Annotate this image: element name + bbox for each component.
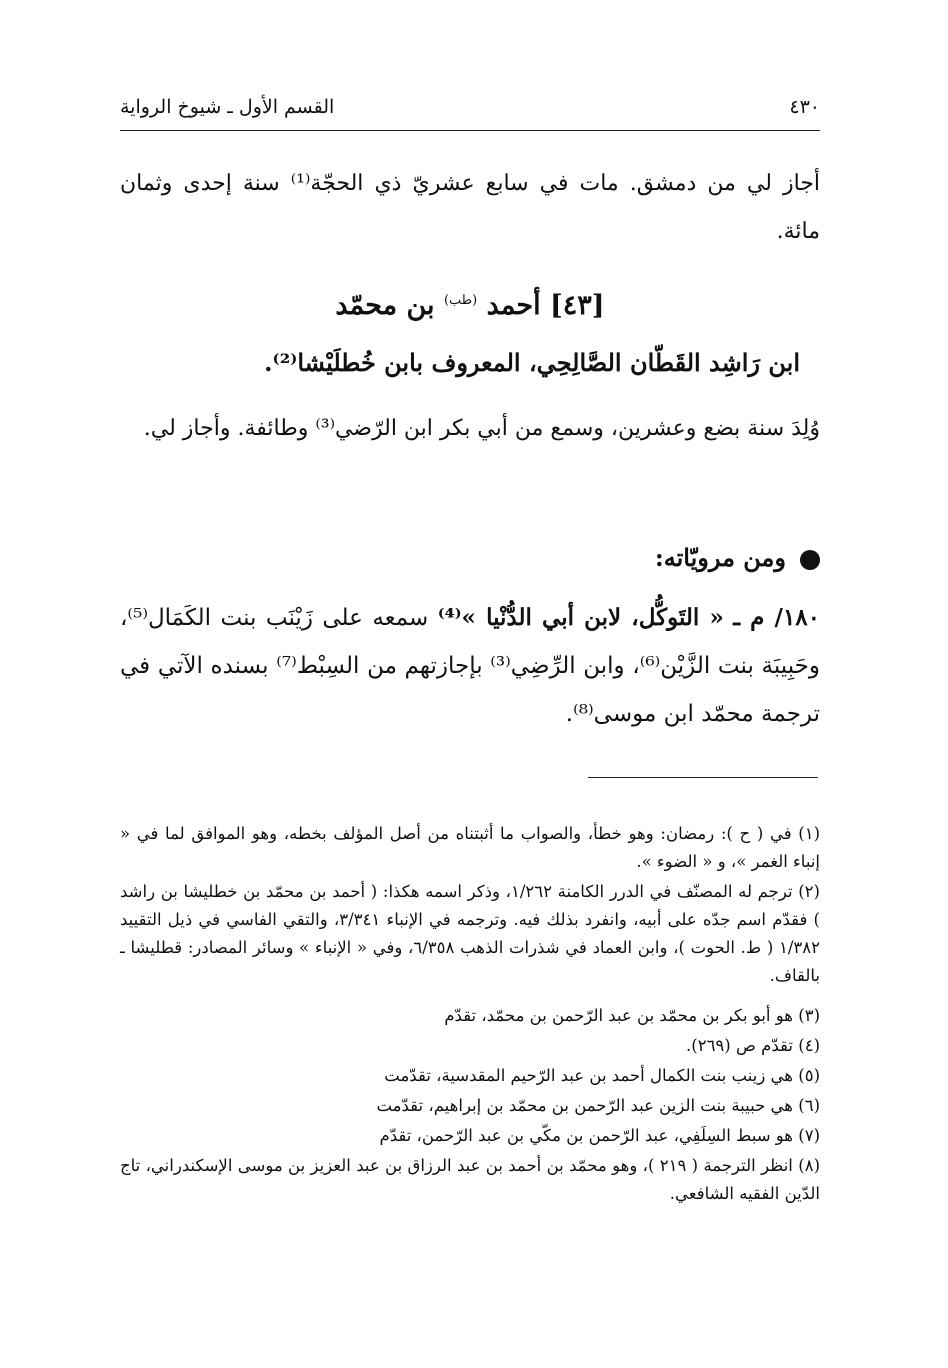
page-number: ٤٣٠	[789, 96, 820, 118]
opening-paragraph: أجاز لي من دمشق. مات في سابع عشريّ ذي الحجّة⁽¹⁾ سنة إحدى وثمان مائة.	[120, 171, 820, 244]
footnote-number: (٢)	[798, 882, 820, 901]
footnote-6	[120, 1092, 820, 1120]
entry-heading	[120, 290, 820, 321]
footnote-number: (٣)	[798, 1006, 820, 1025]
footnote-text: ترجم له المصنّف في الدرر الكامنة ١/٢٦٢، وذكر اسمه هكذا: ( أحمد بن محمّد بن خطليشا بن راشد ) فقدّم اسم جدّه على أبيه، وانفرد بذلك فيه. وترجمه في الإنباء ٣/٣٤١، والتقي الفاسي في ذيل التقييد ١/٣٨٢ ( ط. الحوت )، وابن العماد في شذرات الذهب ٦/٣٥٨، وفي « الإنباء » وسائر المصادر: قطليشا ـ بالقاف.	[120, 882, 820, 985]
bullet-icon	[800, 550, 820, 570]
footnote-text: انظر الترجمة ( ٢١٩ )، وهو محمّد بن أحمد بن عبد الرزاق بن عبد العزيز بن موسى الإسكندراني، تاج الدّين الفقيه الشافعي.	[120, 1156, 820, 1203]
footnote-text: هو أبو بكر بن محمّد بن عبد الرّحمن بن محمّد، تقدّم	[444, 1006, 793, 1025]
footnote-7	[120, 1122, 820, 1150]
footnote-number: (٤)	[798, 1036, 820, 1055]
entry-subtitle: ابن رَاشِد القَطّان الصَّالِحِي، المعروف بابن خُطلَيْشا⁽²⁾.	[264, 348, 800, 377]
footnote-text: هو سبط السِلَفِي، عبد الرّحمن بن مكّي بن عبد الرّحمن، تقدّم	[379, 1126, 793, 1145]
footnote-divider	[588, 777, 818, 778]
page-header	[120, 96, 820, 131]
footnote-4	[120, 1032, 820, 1060]
biography-paragraph: وُلِدَ سنة بضع وعشرين، وسمع من أبي بكر ابن الرّضي⁽³⁾ وطائفة. وأجاز لي.	[143, 416, 820, 441]
footnote-text: هي حبيبة بنت الزين عبد الرّحمن بن محمّد بن إبراهيم، تقدّمت	[376, 1096, 793, 1115]
footnote-number: (٧)	[798, 1126, 820, 1145]
footnote-number: (٨)	[798, 1156, 820, 1175]
narration-title: « التَوكُّل، لابن أبي الدُّنْيا »⁽⁴⁾	[437, 604, 724, 631]
footnote-number: (١)	[798, 824, 821, 843]
footnotes	[120, 820, 820, 1208]
narration-paragraph	[120, 594, 820, 738]
entry-code: (طب)	[443, 293, 478, 308]
narration-number: ١٨٠/ م ـ	[733, 604, 820, 631]
footnote-2	[120, 878, 820, 990]
footnote-number: (٦)	[798, 1096, 820, 1115]
entry-heading-suffix: بن محمّد	[335, 290, 435, 321]
section-heading	[120, 543, 820, 572]
footnote-number: (٥)	[798, 1066, 820, 1085]
footnote-text: تقدّم ص (٢٦٩).	[686, 1036, 793, 1055]
running-title: القسم الأول ـ شيوخ الرواية	[120, 96, 335, 118]
section-heading-text: ومن مرويّاته:	[654, 543, 786, 572]
entry-heading-prefix: [٤٣] أحمد	[486, 290, 605, 321]
narration-text: سمعه على زَيْنَب بنت الكَمَال⁽⁵⁾، وحَبِيبَة بنت الزَّيْن⁽⁶⁾، وابن الرِّضِي⁽³⁾ بإجازتهم من السِبْط⁽⁷⁾ بسنده الآتي في ترجمة محمّد ابن موسى⁽⁸⁾.	[120, 605, 820, 727]
footnote-text: في ( ح ): رمضان: وهو خطأ، والصواب ما أثبتناه من أصل المؤلف بخطه، وهو الموافق لما في « إنباء الغمر »، و « الضوء ».	[120, 824, 820, 871]
footnote-1	[120, 820, 820, 876]
footnote-5	[120, 1062, 820, 1090]
footnote-text: هي زينب بنت الكمال أحمد بن عبد الرّحيم المقدسية، تقدّمت	[384, 1066, 793, 1085]
footnote-3	[120, 1002, 820, 1030]
footnote-8	[120, 1152, 820, 1208]
